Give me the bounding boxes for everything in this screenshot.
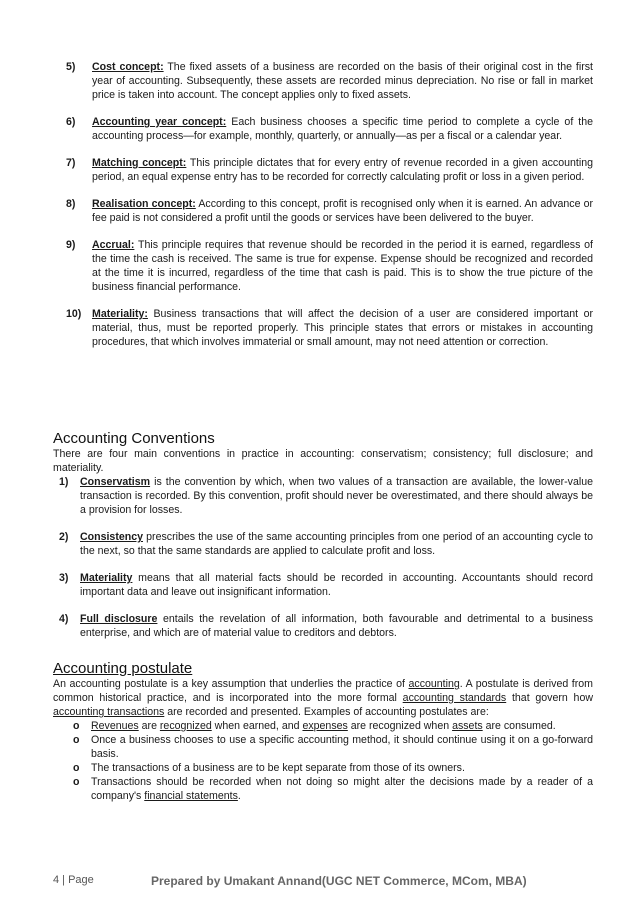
- list-item: [59, 571, 593, 599]
- item-text: means that all material facts should be recorded in accounting. Accountants should record important data and leave out insignificant information.: [80, 572, 593, 598]
- list-item: [59, 530, 593, 558]
- item-text: Once a business chooses to use a specific accounting method, it should continue using it on a go-forward basis.: [91, 734, 593, 760]
- item-text: The fixed assets of a business are recorded on the basis of their original cost in the first year of accounting. Subsequently, these assets are recorded minus depreciation. No rise or fall in market price is taken into account. The concept applies only to fixed assets.: [92, 61, 593, 101]
- item-term: Consistency: [80, 531, 143, 543]
- list-item: [66, 197, 593, 225]
- section-heading: Accounting Conventions: [53, 430, 215, 447]
- item-text: prescribes the use of the same accounting principles from one period of an accounting cycle to the next, so that the same standards are applied to calculate profit and loss.: [80, 531, 593, 557]
- item-term: Realisation concept:: [92, 198, 196, 210]
- postulate-intro: An accounting postulate is a key assumption that underlies the practice of accounting. A postulate is derived from common historical practice, and is incorporated into the more formal accounting standards that govern how accounting transactions are recorded and presented. Examples of accounting postulates are:: [53, 678, 593, 718]
- section-heading: Accounting postulate: [53, 660, 193, 677]
- item-term: Full disclosure: [80, 613, 158, 625]
- postulate-section: [53, 660, 593, 803]
- item-term: Materiality:: [92, 308, 148, 320]
- accounting-transactions-link[interactable]: accounting transactions: [53, 706, 165, 718]
- accounting-standards-link[interactable]: accounting standards: [402, 692, 507, 704]
- list-item: o Transactions should be recorded when not doing so might alter the decisions made by a reader of a company's financial statements.: [73, 776, 593, 802]
- item-text: This principle dictates that for every entry of revenue recorded in a given accounting period, an equal expense entry has to be recorded for correctly calculating profit or loss in a given period.: [92, 157, 593, 183]
- item-text: entails the revelation of all information, both favourable and detrimental to a business enterprise, and which are of material value to creditors and debtors.: [80, 613, 593, 639]
- item-number: 2): [59, 531, 69, 543]
- item-text: According to this concept, profit is recognised only when it is earned. An advance or fee paid is not considered a profit until the goods or services have been delivered to the buyer.: [92, 198, 593, 224]
- item-number: 9): [66, 239, 76, 251]
- item-number: 3): [59, 572, 69, 584]
- financial-statements-link[interactable]: financial statements: [144, 790, 238, 802]
- conventions-intro: There are four main conventions in practice in accounting: conservatism; consistency; full disclosure; and materiality.: [53, 448, 593, 474]
- bullet-marker: o: [73, 776, 80, 788]
- item-number: 4): [59, 613, 69, 625]
- list-item: [66, 60, 593, 102]
- accounting-link[interactable]: accounting: [408, 678, 460, 690]
- conventions-section: [53, 430, 593, 640]
- item-term: Materiality: [80, 572, 133, 584]
- footer-credit: Prepared by Umakant Annand(UGC NET Commerce, MCom, MBA): [151, 874, 527, 888]
- list-item: [73, 761, 593, 775]
- recognized-link[interactable]: recognized: [159, 720, 212, 732]
- item-term: Accrual:: [92, 239, 135, 251]
- expenses-link[interactable]: expenses: [302, 720, 348, 732]
- concepts-list: [66, 60, 593, 349]
- item-text: Business transactions that will affect the decision of a user are considered important or material, thus, must be reported properly. This principle states that errors or mistakes in accounting procedures, that which involves immaterial or small amount, may not need attention or correction.: [92, 308, 593, 348]
- list-item: o Revenues are recognized when earned, and expenses are recognized when assets are consumed.: [73, 720, 556, 732]
- item-number: 5): [66, 61, 76, 73]
- item-term: Cost concept:: [92, 61, 164, 73]
- bullet-marker: o: [73, 720, 80, 732]
- item-number: 7): [66, 157, 76, 169]
- bullet-marker: o: [73, 762, 80, 774]
- list-item: [66, 156, 593, 184]
- item-number: 10): [66, 308, 82, 320]
- page-number: 4 | Page: [53, 874, 94, 886]
- item-term: Accounting year concept:: [92, 116, 227, 128]
- list-item: [59, 612, 593, 640]
- list-item: [59, 475, 593, 517]
- list-item: [66, 238, 593, 294]
- item-number: 6): [66, 116, 76, 128]
- bullet-marker: o: [73, 734, 80, 746]
- item-text: is the convention by which, when two values of a transaction are available, the lower-value transaction is recorded. By this convention, profit should never be overestimated, and there should always be a provision for losses.: [80, 476, 593, 516]
- revenues-link[interactable]: Revenues: [91, 720, 139, 732]
- item-text: Each business chooses a specific time period to complete a cycle of the accounting process—for example, monthly, quarterly, or annually—as per a fiscal or a calendar year.: [92, 116, 594, 142]
- item-number: 1): [59, 476, 69, 488]
- item-text: This principle requires that revenue should be recorded in the period it is earned, regardless of the time the cash is received. The same is true for expense. Expense should be recognized and recorded at the time it is incurred, regardless of the time that cash is paid. This is to show the true picture of the business financial performance.: [92, 239, 593, 293]
- list-item: [66, 115, 593, 143]
- item-term: Matching concept:: [92, 157, 187, 169]
- postulate-bullets: [73, 719, 593, 803]
- item-term: Conservatism: [80, 476, 151, 488]
- item-text: The transactions of a business are to be kept separate from those of its owners.: [91, 762, 465, 774]
- list-item: [73, 733, 593, 761]
- item-number: 8): [66, 198, 76, 210]
- assets-link[interactable]: assets: [452, 720, 483, 732]
- list-item: [66, 307, 593, 349]
